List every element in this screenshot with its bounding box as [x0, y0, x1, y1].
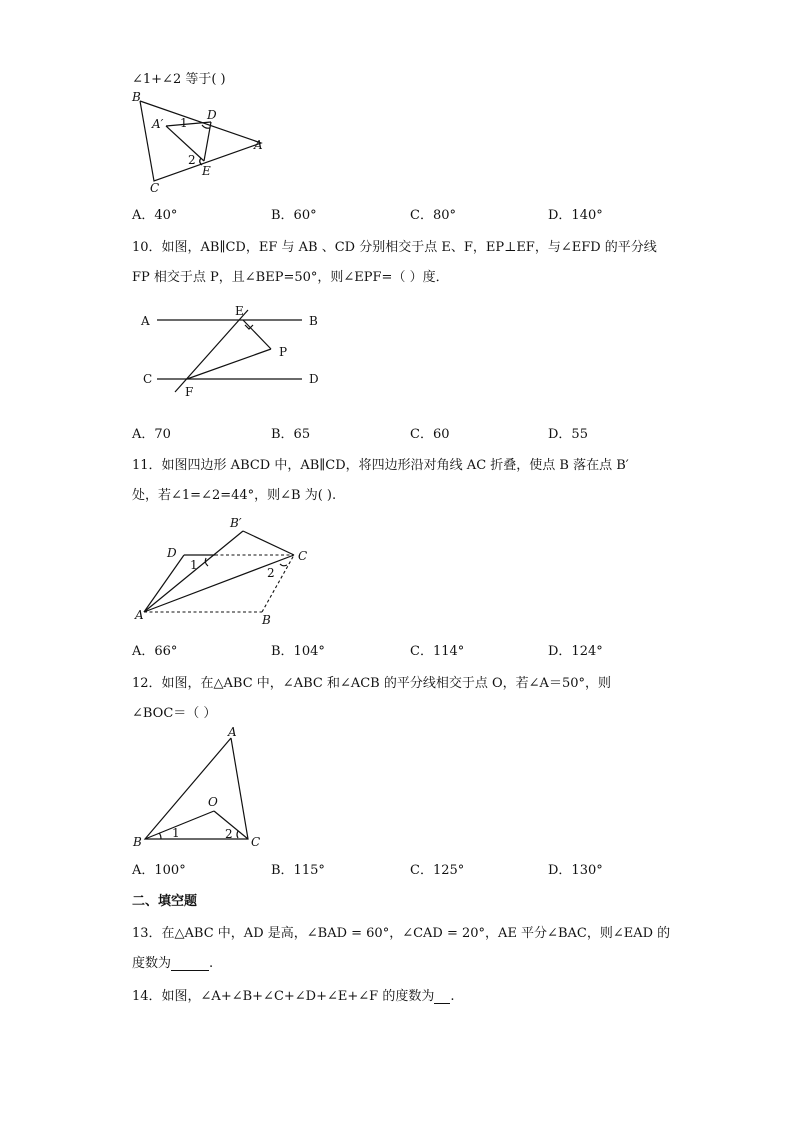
q11-label-c: C	[298, 549, 308, 563]
q13-line1: 13．在△ABC 中，AD 是高，∠BAD = 60°，∠CAD = 20°，AE 平分∠BAC，则∠EAD 的	[132, 926, 671, 941]
q9-stem-tail: ∠1+∠2 等于( )	[132, 72, 226, 87]
q14-period: .	[450, 989, 455, 1004]
q10-line1: 10．如图，AB∥CD，EF 与 AB 、CD 分别相交于点 E、F，EP⊥EF，与∠EFD 的平分线	[132, 240, 657, 255]
q13-line2	[132, 952, 213, 971]
q10-option-b[interactable]: B．65	[271, 427, 311, 442]
q12-figure	[128, 722, 278, 852]
q10-label-e: E	[235, 304, 244, 318]
q11-label-1: 1	[190, 558, 198, 572]
q10-figure	[135, 300, 335, 400]
q9-label-c: C	[150, 181, 160, 195]
q10-line2: FP 相交于点 P，且∠BEP=50°，则∠EPF=（ ）度．	[132, 270, 449, 285]
q9-option-d[interactable]: D．140°	[548, 208, 603, 223]
q13-period: .	[209, 956, 214, 971]
q12-label-1: 1	[172, 826, 180, 840]
q10-option-c[interactable]: C．60	[410, 427, 450, 442]
q12-label-c: C	[251, 835, 261, 849]
q12-option-b[interactable]: B．115°	[271, 863, 325, 878]
q9-figure	[128, 86, 278, 196]
q10-label-d: D	[309, 372, 319, 386]
q12-option-c[interactable]: C．125°	[410, 863, 465, 878]
q9-label-1: 1	[180, 116, 188, 130]
q14-answer-blank[interactable]	[434, 988, 450, 1004]
q12-label-a: A	[228, 725, 237, 739]
q9-option-a[interactable]: A．40°	[132, 208, 178, 223]
q10-option-d[interactable]: D．55	[548, 427, 588, 442]
q12-label-b: B	[133, 835, 142, 849]
q11-label-b: B	[262, 613, 271, 627]
q12-label-2: 2	[225, 827, 233, 841]
q12-label-o: O	[208, 795, 218, 809]
q11-option-d[interactable]: D．124°	[548, 644, 603, 659]
q9-option-c[interactable]: C．80°	[410, 208, 456, 223]
q13-line2-text: 度数为	[132, 956, 172, 971]
q9-label-d: D	[207, 108, 217, 122]
q9-label-a-prime: A′	[152, 117, 164, 131]
q9-option-b[interactable]: B．60°	[271, 208, 317, 223]
q11-label-a: A	[135, 608, 144, 622]
q10-label-c: C	[143, 372, 153, 386]
q11-option-b[interactable]: B．104°	[271, 644, 325, 659]
q11-figure	[132, 512, 322, 627]
q11-line1: 11．如图四边形 ABCD 中，AB∥CD，将四边形沿对角线 AC 折叠，使点 B 落在点 B′	[132, 458, 629, 473]
q13-answer-blank[interactable]	[171, 955, 209, 971]
q11-label-d: D	[167, 546, 177, 560]
q14-line	[132, 985, 454, 1004]
q10-option-a[interactable]: A．70	[132, 427, 171, 442]
q14-line-text: 14．如图，∠A+∠B+∠C+∠D+∠E+∠F 的度数为	[132, 989, 435, 1004]
q12-option-d[interactable]: D．130°	[548, 863, 603, 878]
q11-option-c[interactable]: C．114°	[410, 644, 465, 659]
q10-label-p: P	[279, 345, 288, 359]
q10-label-b: B	[309, 314, 318, 328]
q9-label-a: A	[254, 138, 263, 152]
section-fill-in-heading: 二、填空题	[132, 894, 198, 909]
q9-label-2: 2	[188, 153, 196, 167]
q11-option-a[interactable]: A．66°	[132, 644, 178, 659]
q11-label-b-prime: B′	[230, 516, 242, 530]
q12-option-a[interactable]: A．100°	[132, 863, 186, 878]
q9-label-e: E	[202, 164, 211, 178]
q10-label-f: F	[185, 385, 194, 399]
q12-line1: 12．如图，在△ABC 中，∠ABC 和∠ACB 的平分线相交于点 O，若∠A＝50°，则	[132, 676, 611, 691]
q11-label-2: 2	[267, 566, 275, 580]
q12-line2: ∠BOC＝（ ）	[132, 706, 217, 721]
q11-line2: 处，若∠1=∠2=44°，则∠B 为( ).	[132, 488, 337, 503]
q10-label-a: A	[141, 314, 150, 328]
q9-label-b: B	[132, 90, 141, 104]
